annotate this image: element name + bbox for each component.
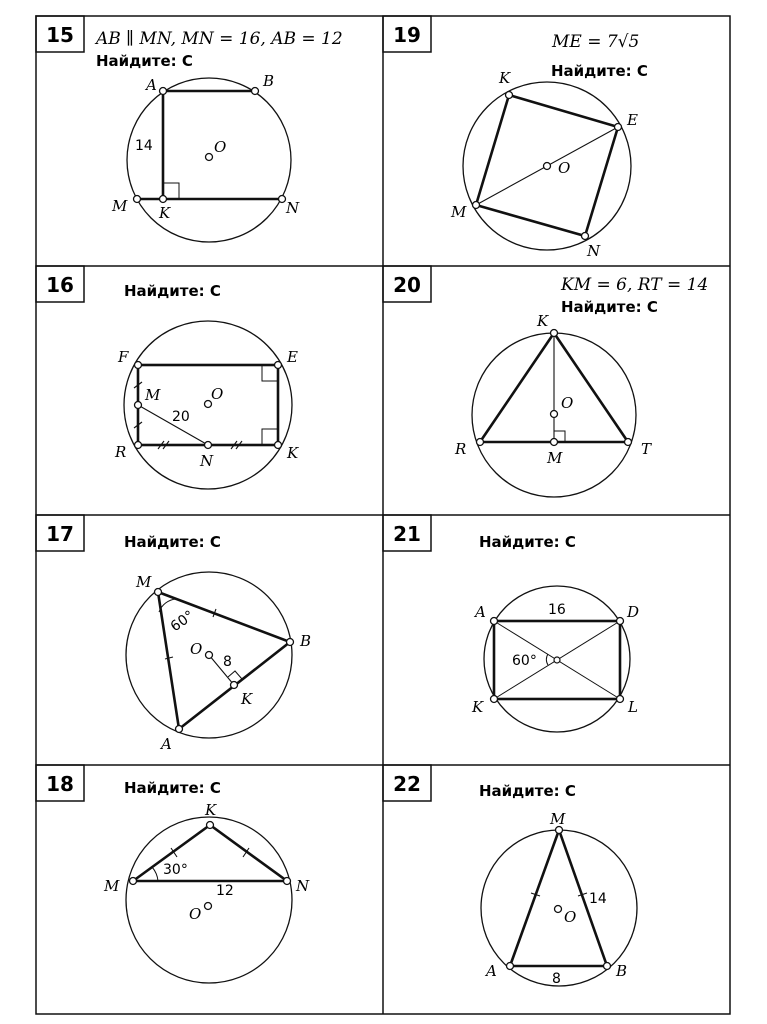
angle-value: 30° <box>163 862 188 878</box>
label-o: O <box>190 640 203 658</box>
problem-15 <box>36 16 343 242</box>
problem-number: 17 <box>46 522 74 546</box>
problem-task: Найдите: C <box>561 298 658 316</box>
label-m: M <box>136 573 152 591</box>
label-f: F <box>118 348 129 366</box>
label-k: K <box>241 690 253 708</box>
label-k: K <box>287 444 299 462</box>
problem-16 <box>36 266 299 489</box>
label-a: A <box>486 962 497 980</box>
length-ad: 16 <box>548 602 566 618</box>
center-o <box>551 411 558 418</box>
problem-19 <box>383 16 648 260</box>
label-m: M <box>112 197 128 215</box>
length-mb: 14 <box>589 891 607 907</box>
problem-condition: AB ∥ MN, MN = 16, AB = 12 <box>96 29 343 49</box>
problem-20 <box>383 266 708 497</box>
length-ab: 8 <box>552 971 561 987</box>
label-k: K <box>205 801 217 819</box>
problem-task: Найдите: C <box>479 533 576 551</box>
problem-condition: KM = 6, RT = 14 <box>561 275 709 295</box>
vertex-a <box>491 618 498 625</box>
vertex-k <box>207 822 214 829</box>
point-k <box>160 196 167 203</box>
equal-ticks <box>531 893 587 896</box>
problem-task: Найдите: C <box>96 52 193 70</box>
vertex-f <box>135 362 142 369</box>
vertex-b <box>604 963 611 970</box>
problem-21 <box>383 515 639 732</box>
center-o <box>555 906 562 913</box>
label-a: A <box>475 603 486 621</box>
label-e: E <box>287 348 298 366</box>
label-n: N <box>587 242 601 260</box>
vertex-b <box>287 639 294 646</box>
vertex-k <box>551 330 558 337</box>
vertex-d <box>617 618 624 625</box>
angle-value: 60° <box>512 653 537 669</box>
problem-22 <box>383 765 637 987</box>
vertex-n <box>279 196 286 203</box>
label-m: M <box>451 203 467 221</box>
vertex-e <box>615 124 622 131</box>
point-n <box>205 442 212 449</box>
problem-number: 16 <box>46 273 74 297</box>
vertex-a <box>176 726 183 733</box>
vertex-r <box>477 439 484 446</box>
vertex-r <box>135 442 142 449</box>
center-o <box>544 163 551 170</box>
length-mn: 20 <box>172 409 190 425</box>
vertex-a <box>160 88 167 95</box>
vertex-l <box>617 696 624 703</box>
label-o: O <box>211 385 224 403</box>
problem-18 <box>36 765 310 983</box>
length-ok: 8 <box>223 654 232 670</box>
label-t: T <box>641 440 652 458</box>
center-o <box>206 652 213 659</box>
label-d: D <box>627 603 640 621</box>
center-o <box>206 154 213 161</box>
angle-arc-center <box>546 654 548 665</box>
length-mn: 12 <box>216 883 234 899</box>
point-m <box>551 439 558 446</box>
label-r: R <box>115 443 127 461</box>
vertex-m <box>155 589 162 596</box>
problem-number: 15 <box>46 23 74 47</box>
label-k: K <box>499 69 511 87</box>
vertex-m <box>473 202 480 209</box>
label-a: A <box>161 735 172 753</box>
vertex-m <box>130 878 137 885</box>
problem-number: 21 <box>393 522 421 546</box>
problem-task: Найдите: C <box>124 779 221 797</box>
vertex-n <box>582 233 589 240</box>
label-o: O <box>558 159 571 177</box>
label-b: B <box>263 72 275 90</box>
right-angle-mark <box>228 671 242 679</box>
label-k: K <box>537 312 549 330</box>
problem-17 <box>36 515 311 753</box>
label-l: L <box>628 698 638 716</box>
label-e: E <box>627 111 638 129</box>
point-k <box>231 682 238 689</box>
label-m: M <box>145 386 161 404</box>
equal-ticks <box>171 848 249 857</box>
problem-number: 18 <box>46 772 74 796</box>
angle-arc-m <box>152 867 158 881</box>
problem-number: 19 <box>393 23 421 47</box>
vertex-b <box>252 88 259 95</box>
label-m: M <box>550 810 566 828</box>
vertex-t <box>625 439 632 446</box>
problem-task: Найдите: C <box>124 533 221 551</box>
label-m: M <box>104 877 120 895</box>
angle-value: 60° <box>167 607 198 636</box>
length-ak: 14 <box>135 138 153 154</box>
label-k: K <box>472 698 484 716</box>
label-o: O <box>561 394 574 412</box>
problem-number: 20 <box>393 273 421 297</box>
label-k: K <box>159 204 171 222</box>
vertex-k <box>506 92 513 99</box>
problem-task: Найдите: C <box>124 282 221 300</box>
circumcircle <box>126 817 292 983</box>
label-r: R <box>455 440 467 458</box>
point-m <box>135 402 142 409</box>
vertex-a <box>507 963 514 970</box>
vertex-e <box>275 362 282 369</box>
vertex-m <box>134 196 141 203</box>
label-o: O <box>564 908 577 926</box>
problem-task: Найдите: C <box>479 782 576 800</box>
label-o: O <box>189 905 202 923</box>
label-n: N <box>296 877 310 895</box>
problem-condition: ME = 7√5 <box>552 32 640 52</box>
label-b: B <box>300 632 312 650</box>
label-a: A <box>146 76 157 94</box>
label-b: B <box>616 962 628 980</box>
problem-number: 22 <box>393 772 421 796</box>
center-point <box>554 657 560 663</box>
label-o: O <box>214 138 227 156</box>
center-o <box>205 903 212 910</box>
vertex-k <box>491 696 498 703</box>
problem-task: Найдите: C <box>551 62 648 80</box>
vertex-k <box>275 442 282 449</box>
label-n: N <box>286 199 300 217</box>
label-n: N <box>200 452 214 470</box>
vertex-n <box>284 878 291 885</box>
label-m: M <box>547 449 563 467</box>
